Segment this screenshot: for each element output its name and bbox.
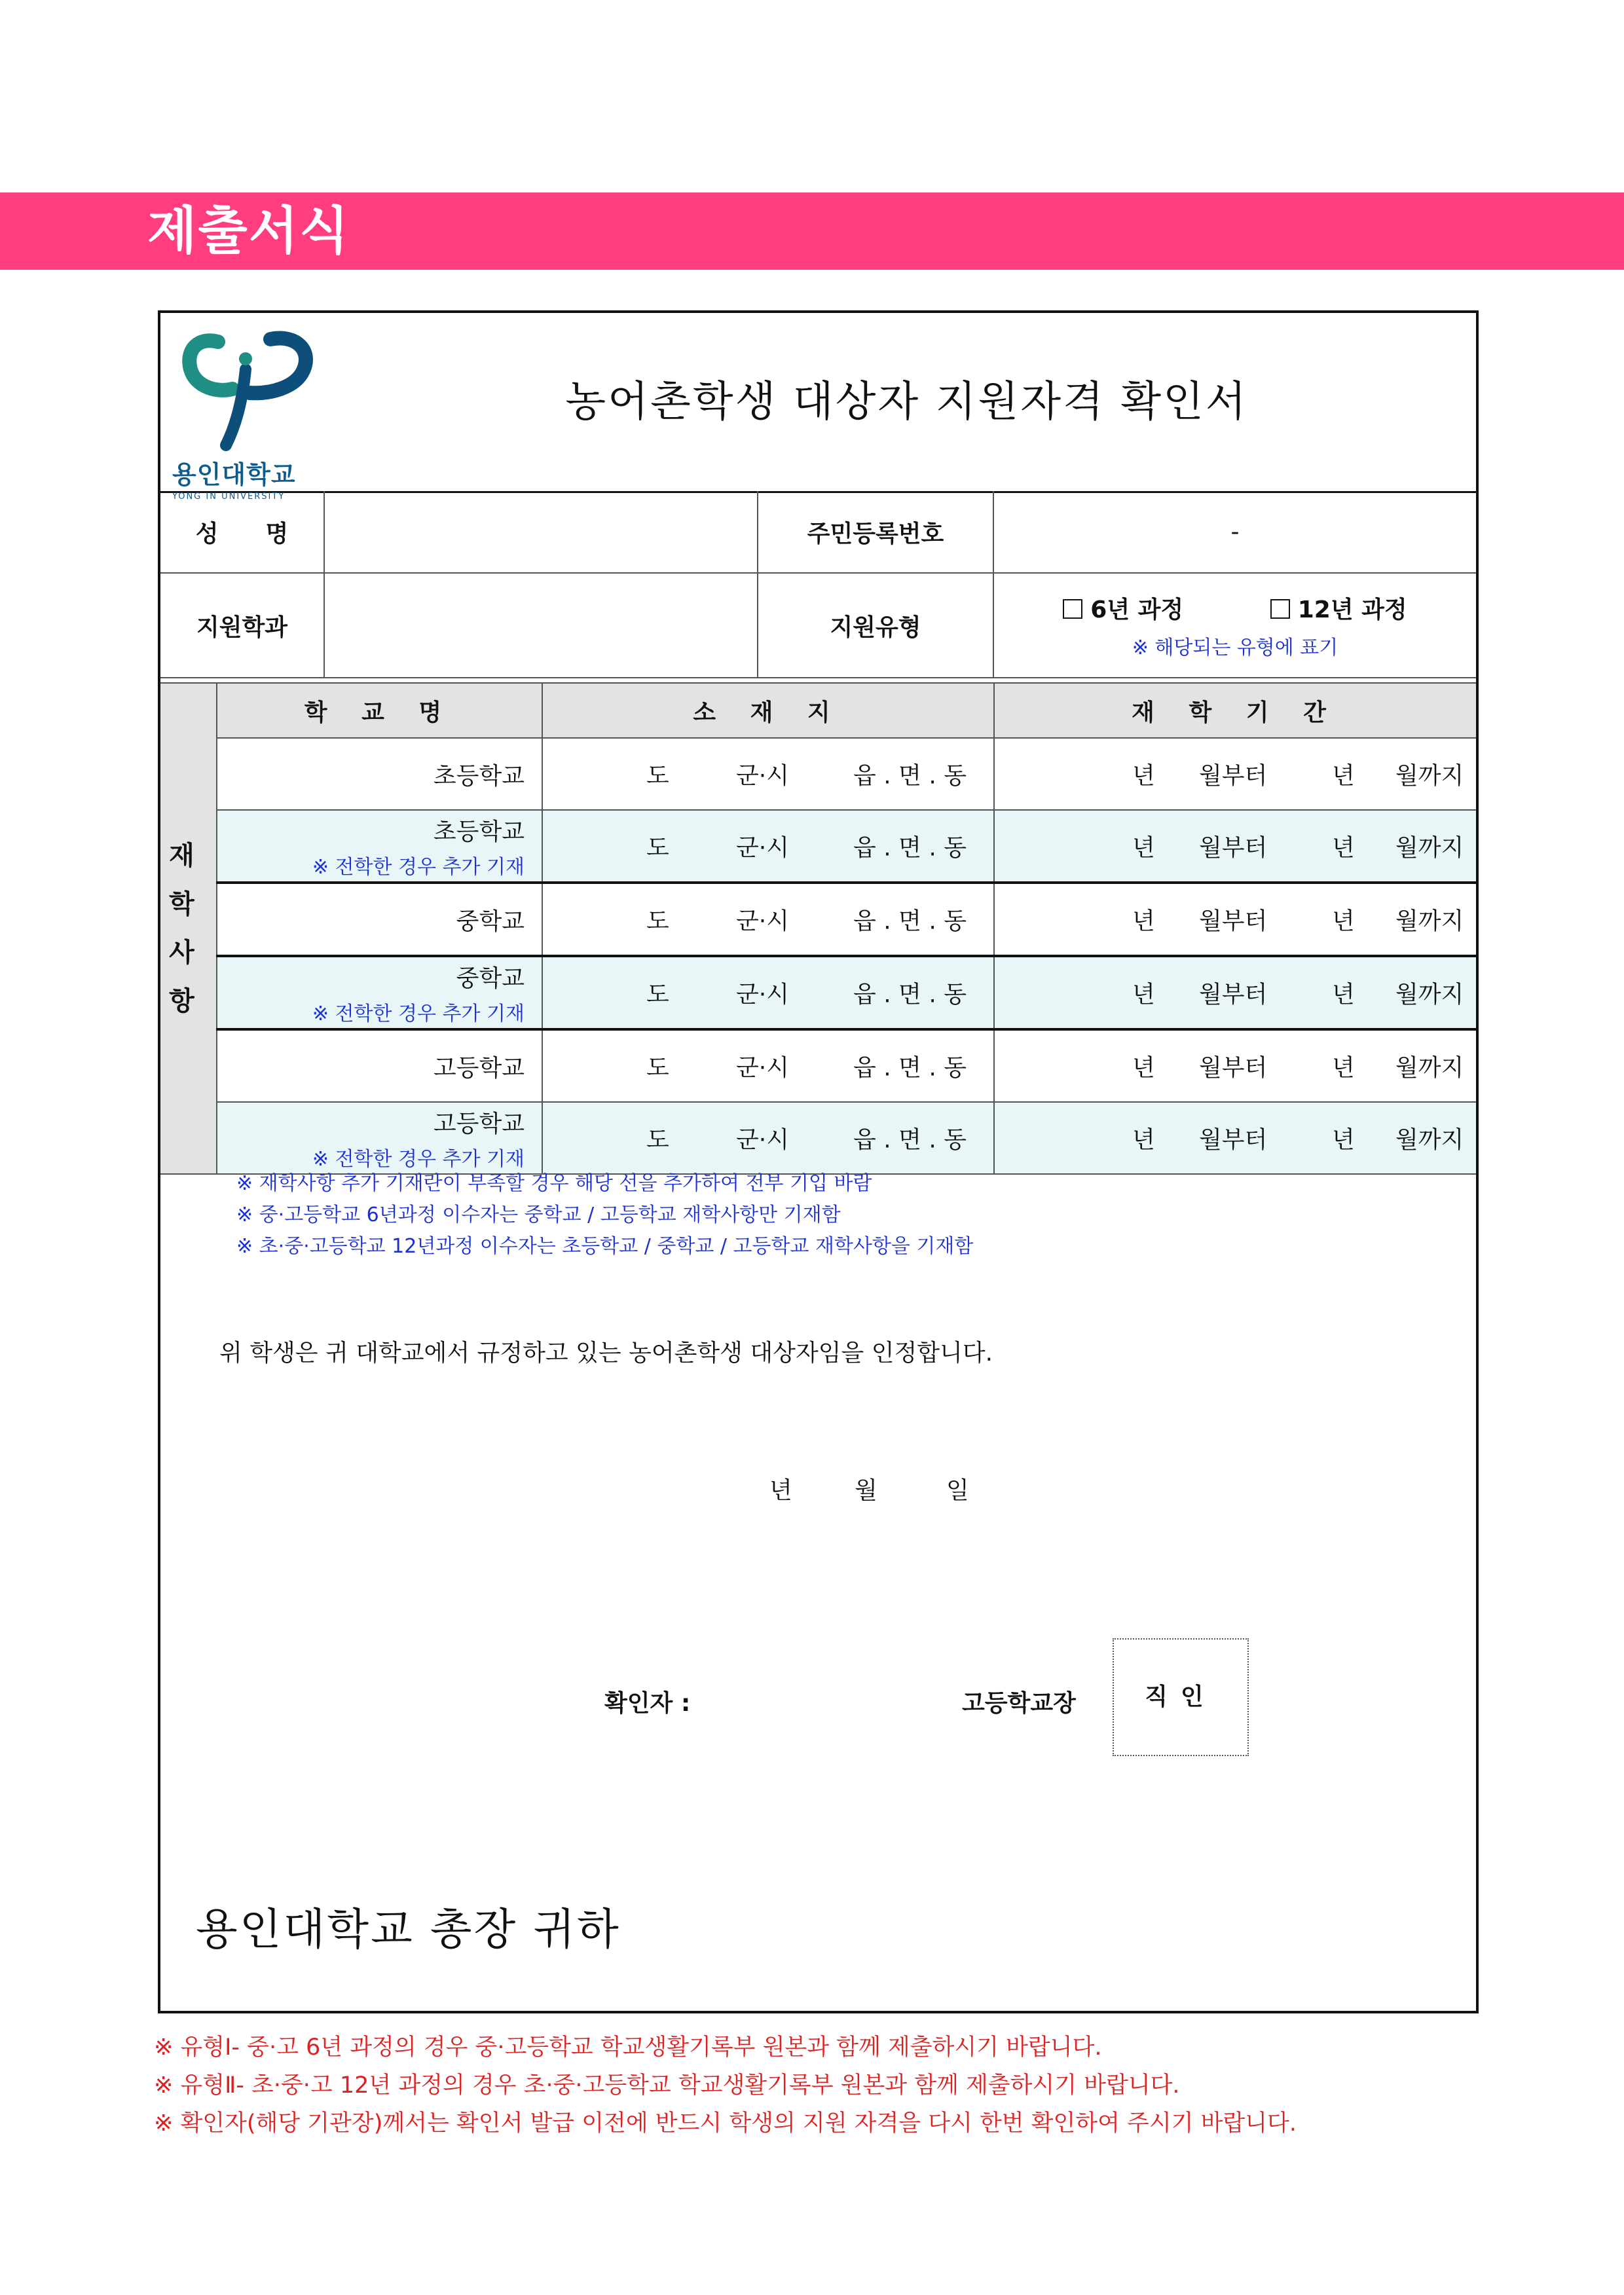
period-year-start: 년 [1132, 1126, 1155, 1154]
school-name-text: 고등학교 [433, 1054, 525, 1082]
side-char: 학 [169, 889, 208, 919]
school-name-text: 고등학교 [433, 1110, 525, 1137]
table-row [160, 1029, 1476, 1102]
school-name-text: 초등학교 [433, 818, 525, 845]
name-field[interactable] [324, 491, 758, 573]
period-month-start: 월부터 [1199, 981, 1268, 1008]
banner-title: 제출서식 [147, 202, 350, 261]
period-year-end: 년 [1332, 981, 1355, 1008]
note-line: ※ 초·중·고등학교 12년과정 이수자는 초등학교 / 중학교 / 고등학교 재학사항을 기재함 [236, 1235, 974, 1258]
logo-korean: 용인대학교 [172, 460, 296, 489]
addr-eup: 읍 . 면 . 동 [853, 1126, 967, 1154]
location-field[interactable] [542, 1029, 994, 1102]
period-month-end: 월까지 [1395, 762, 1464, 790]
option-6-year[interactable] [1063, 591, 1183, 625]
option-12-year[interactable] [1270, 591, 1407, 625]
table-row [160, 1102, 1476, 1174]
transfer-note: ※ 전학한 경우 추가 기재 [312, 855, 525, 879]
side-char: 항 [169, 986, 208, 1016]
period-year-end: 년 [1332, 762, 1355, 790]
addr-gun: 군·시 [736, 981, 789, 1008]
addr-gun: 군·시 [736, 1126, 789, 1154]
school-name-text: 중학교 [456, 908, 525, 935]
date-month-label: 월 [855, 1477, 877, 1504]
note-line: ※ 중·고등학교 6년과정 이수자는 중학교 / 고등학교 재학사항만 기재함 [236, 1203, 841, 1226]
period-field[interactable] [994, 883, 1476, 956]
period-year-end: 년 [1332, 908, 1355, 935]
period-field[interactable] [994, 738, 1476, 810]
location-field[interactable] [542, 810, 994, 883]
application-type-label: 지원유형 [758, 573, 993, 678]
addr-do: 도 [646, 1054, 669, 1082]
school-name [217, 738, 542, 810]
school-record-side-label [160, 683, 217, 1174]
addr-eup: 읍 . 면 . 동 [853, 908, 967, 935]
date-day-label: 일 [946, 1477, 969, 1504]
period-year-start: 년 [1132, 762, 1155, 790]
header-school-name: 학 교 명 [217, 683, 542, 738]
period-month-end: 월까지 [1395, 1054, 1464, 1082]
location-field[interactable] [542, 883, 994, 956]
period-year-start: 년 [1132, 1054, 1155, 1082]
school-name [217, 956, 542, 1029]
table-row [160, 956, 1476, 1029]
period-year-start: 년 [1132, 908, 1155, 935]
header-period: 재 학 기 간 [994, 683, 1476, 738]
period-year-start: 년 [1132, 834, 1155, 862]
applicant-info-table [160, 491, 1476, 678]
certificate-form [158, 310, 1479, 2013]
footer-line: ※ 유형Ⅱ- 초·중·고 12년 과정의 경우 초·중·고등학교 학교생활기록부 원본과 함께 제출하시기 바랍니다. [154, 2072, 1180, 2099]
period-month-start: 월부터 [1199, 1054, 1268, 1082]
school-record-table [160, 682, 1476, 1175]
option-6-label: 6년 과정 [1090, 596, 1184, 623]
addr-eup: 읍 . 면 . 동 [853, 762, 967, 790]
addr-eup: 읍 . 면 . 동 [853, 1054, 967, 1082]
addr-do: 도 [646, 1126, 669, 1154]
transfer-note: ※ 전학한 경우 추가 기재 [312, 1147, 525, 1171]
footer-notes [154, 2029, 1297, 2142]
period-month-start: 월부터 [1199, 1126, 1268, 1154]
school-name [217, 1102, 542, 1174]
addr-do: 도 [646, 908, 669, 935]
document-title: 농어촌학생 대상자 지원자격 확인서 [565, 378, 1248, 426]
period-year-start: 년 [1132, 981, 1155, 1008]
addr-do: 도 [646, 981, 669, 1008]
department-label: 지원학과 [160, 573, 324, 678]
header-location: 소 재 지 [542, 683, 994, 738]
checkbox-icon[interactable] [1270, 599, 1290, 619]
application-type-options [993, 573, 1476, 678]
period-field[interactable] [994, 1029, 1476, 1102]
school-name-text: 초등학교 [433, 762, 525, 790]
table-row [160, 738, 1476, 810]
type-note: ※ 해당되는 유형에 표기 [1132, 636, 1338, 659]
period-year-end: 년 [1332, 1054, 1355, 1082]
period-month-start: 월부터 [1199, 762, 1268, 790]
addr-eup: 읍 . 면 . 동 [853, 981, 967, 1008]
principal-title: 고등학교장 [962, 1690, 1076, 1717]
period-field[interactable] [994, 956, 1476, 1029]
period-month-end: 월까지 [1395, 981, 1464, 1008]
addr-eup: 읍 . 면 . 동 [853, 834, 967, 862]
checkbox-icon[interactable] [1063, 599, 1082, 619]
official-seal-box: 직인 [1113, 1638, 1249, 1756]
form-header [160, 313, 1476, 502]
table-row [160, 883, 1476, 956]
university-logo [172, 330, 323, 502]
school-name-text: 중학교 [456, 964, 525, 992]
period-month-start: 월부터 [1199, 908, 1268, 935]
addr-gun: 군·시 [736, 834, 789, 862]
addr-do: 도 [646, 762, 669, 790]
school-name [217, 810, 542, 883]
name-label: 성 명 [160, 491, 324, 573]
location-field[interactable] [542, 738, 994, 810]
school-name [217, 1029, 542, 1102]
id-number-label: 주민등록번호 [758, 491, 993, 573]
period-month-end: 월까지 [1395, 834, 1464, 862]
location-field[interactable] [542, 1102, 994, 1174]
period-year-end: 년 [1332, 834, 1355, 862]
addr-do: 도 [646, 834, 669, 862]
logo-english: YONG IN UNIVERSITY [172, 492, 286, 502]
school-name [217, 883, 542, 956]
location-field[interactable] [542, 956, 994, 1029]
record-notes [236, 1168, 973, 1262]
side-char: 사 [169, 938, 208, 968]
confirmer-label: 확인자 : [604, 1690, 691, 1717]
department-field[interactable] [324, 573, 758, 678]
addressee: 용인대학교 총장 귀하 [196, 1904, 621, 1955]
transfer-note: ※ 전학한 경우 추가 기재 [312, 1002, 525, 1025]
period-month-end: 월까지 [1395, 1126, 1464, 1154]
id-number-field[interactable]: - [993, 491, 1476, 573]
footer-line: ※ 유형Ⅰ- 중·고 6년 과정의 경우 중·고등학교 학교생활기록부 원본과 함께 제출하시기 바랍니다. [154, 2034, 1102, 2061]
side-char: 재 [169, 841, 208, 871]
period-month-end: 월까지 [1395, 908, 1464, 935]
period-month-start: 월부터 [1199, 834, 1268, 862]
table-row [160, 810, 1476, 883]
addr-gun: 군·시 [736, 908, 789, 935]
period-year-end: 년 [1332, 1126, 1355, 1154]
date-year-label: 년 [769, 1477, 792, 1504]
period-field[interactable] [994, 1102, 1476, 1174]
addr-gun: 군·시 [736, 1054, 789, 1082]
period-field[interactable] [994, 810, 1476, 883]
logo-symbol-icon [172, 330, 329, 454]
addr-gun: 군·시 [736, 762, 789, 790]
note-line: ※ 재학사항 추가 기재란이 부족할 경우 해당 선을 추가하여 전부 기입 바람 [236, 1172, 872, 1195]
confirmation-statement: 위 학생은 귀 대학교에서 규정하고 있는 농어촌학생 대상자임을 인정합니다. [219, 1340, 993, 1367]
footer-line: ※ 확인자(해당 기관장)께서는 확인서 발급 이전에 반드시 학생의 지원 자격을 다시 한번 확인하여 주시기 바랍니다. [154, 2110, 1297, 2137]
section-banner [0, 193, 1624, 270]
option-12-label: 12년 과정 [1297, 596, 1407, 623]
